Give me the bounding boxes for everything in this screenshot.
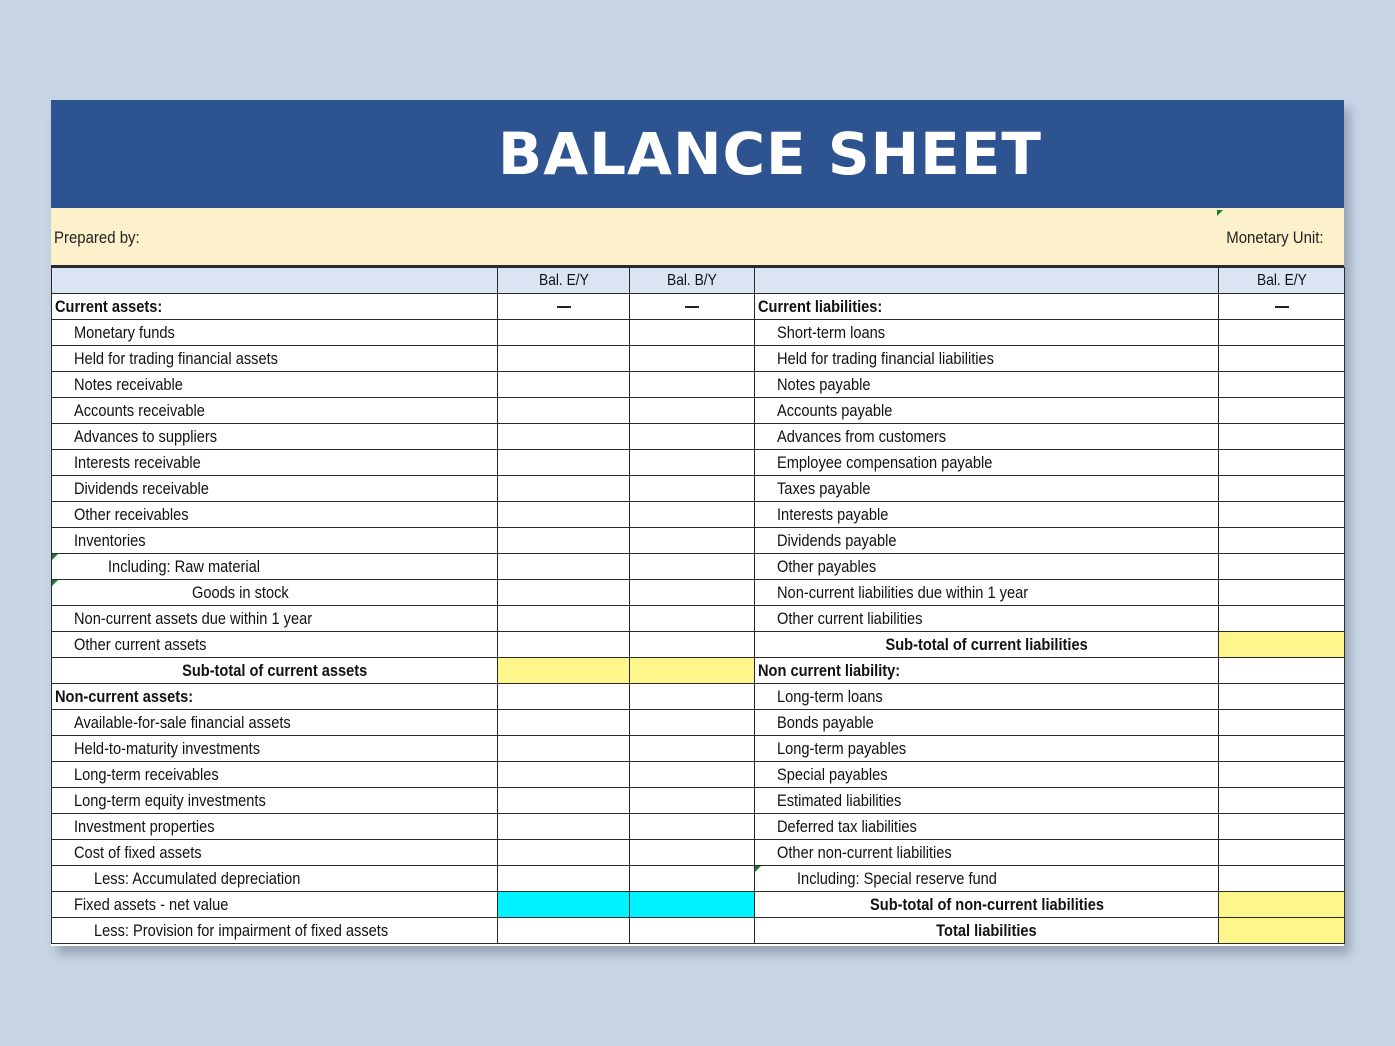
table-row bbox=[52, 736, 1345, 762]
liability-label[interactable]: Non-current liabilities due within 1 year bbox=[755, 580, 1219, 606]
value-cell[interactable] bbox=[1219, 554, 1345, 580]
asset-label[interactable]: Available-for-sale financial assets bbox=[52, 710, 498, 736]
table-row bbox=[52, 788, 1345, 814]
value-cell[interactable] bbox=[1219, 658, 1345, 684]
liability-label[interactable]: Accounts payable bbox=[755, 398, 1219, 424]
cell-comment-marker bbox=[52, 554, 58, 560]
liability-label[interactable]: Dividends payable bbox=[755, 528, 1219, 554]
value-cell[interactable] bbox=[498, 554, 630, 580]
table-row bbox=[52, 580, 1345, 606]
page-title: BALANCE SHEET bbox=[498, 120, 1042, 188]
section-label-non-current-liability[interactable]: Non current liability: bbox=[755, 658, 1219, 684]
value-cell[interactable] bbox=[1219, 450, 1345, 476]
liability-label[interactable]: Interests payable bbox=[755, 502, 1219, 528]
header-blank-left[interactable] bbox=[52, 268, 498, 294]
table-row bbox=[52, 710, 1345, 736]
value-cell[interactable] bbox=[498, 580, 630, 606]
value-cell[interactable] bbox=[498, 450, 630, 476]
value-cell[interactable] bbox=[1219, 320, 1345, 346]
table-row bbox=[52, 450, 1345, 476]
liability-label[interactable]: Advances from customers bbox=[755, 424, 1219, 450]
asset-label[interactable]: Inventories bbox=[52, 528, 498, 554]
table-row bbox=[52, 320, 1345, 346]
dash-mark bbox=[1275, 306, 1289, 308]
value-cell[interactable] bbox=[1219, 710, 1345, 736]
value-cell[interactable] bbox=[1219, 762, 1345, 788]
asset-label[interactable]: Interests receivable bbox=[52, 450, 498, 476]
value-cell[interactable] bbox=[630, 788, 755, 814]
value-cell[interactable] bbox=[630, 476, 755, 502]
value-cell[interactable] bbox=[498, 710, 630, 736]
value-cell[interactable] bbox=[630, 814, 755, 840]
value-cell[interactable] bbox=[1219, 502, 1345, 528]
balance-table bbox=[51, 267, 1345, 944]
asset-label[interactable]: Advances to suppliers bbox=[52, 424, 498, 450]
value-cell[interactable] bbox=[1219, 528, 1345, 554]
value-cell[interactable] bbox=[1219, 346, 1345, 372]
value-cell[interactable] bbox=[1219, 372, 1345, 398]
table-row bbox=[52, 632, 1345, 658]
header-blank-right[interactable] bbox=[755, 268, 1219, 294]
value-cell[interactable] bbox=[630, 502, 755, 528]
prepared-by-label: Prepared by: bbox=[54, 228, 140, 247]
dash-mark bbox=[685, 306, 699, 308]
subtotal-cell[interactable] bbox=[1219, 892, 1345, 918]
value-cell[interactable] bbox=[1219, 840, 1345, 866]
value-cell[interactable] bbox=[630, 684, 755, 710]
cell-comment-marker bbox=[755, 866, 761, 872]
liability-label[interactable]: Long-term loans bbox=[755, 684, 1219, 710]
asset-label[interactable]: Non-current assets due within 1 year bbox=[52, 606, 498, 632]
table-row bbox=[52, 528, 1345, 554]
asset-label[interactable]: Held-to-maturity investments bbox=[52, 736, 498, 762]
table-row bbox=[52, 502, 1345, 528]
cell-comment-marker bbox=[1217, 210, 1223, 216]
header-bal-ey-left[interactable]: Bal. E/Y bbox=[498, 268, 630, 294]
value-cell[interactable] bbox=[498, 814, 630, 840]
value-cell[interactable] bbox=[498, 424, 630, 450]
header-bal-by-left[interactable]: Bal. B/Y bbox=[630, 268, 755, 294]
value-cell[interactable] bbox=[498, 866, 630, 892]
liability-label[interactable]: Deferred tax liabilities bbox=[755, 814, 1219, 840]
asset-label[interactable]: Dividends receivable bbox=[52, 476, 498, 502]
asset-label[interactable]: Investment properties bbox=[52, 814, 498, 840]
total-liabilities-label[interactable]: Total liabilities bbox=[755, 918, 1219, 944]
section-label-current-liabilities[interactable]: Current liabilities: bbox=[755, 294, 1219, 320]
net-value-cell[interactable] bbox=[630, 892, 755, 918]
value-cell[interactable] bbox=[1219, 294, 1345, 320]
value-cell[interactable] bbox=[630, 398, 755, 424]
subtotal-cell[interactable] bbox=[498, 658, 630, 684]
value-cell[interactable] bbox=[1219, 424, 1345, 450]
subtotal-current-assets-label[interactable]: Sub-total of current assets bbox=[52, 658, 498, 684]
table-row bbox=[52, 554, 1345, 580]
section-label-non-current-assets[interactable]: Non-current assets: bbox=[52, 684, 498, 710]
table-row bbox=[52, 372, 1345, 398]
table-row bbox=[52, 762, 1345, 788]
asset-label[interactable]: Notes receivable bbox=[52, 372, 498, 398]
net-value-cell[interactable] bbox=[498, 892, 630, 918]
table-row bbox=[52, 814, 1345, 840]
liability-label[interactable]: Notes payable bbox=[755, 372, 1219, 398]
value-cell[interactable] bbox=[630, 710, 755, 736]
subtotal-cell[interactable] bbox=[630, 658, 755, 684]
value-cell[interactable] bbox=[1219, 580, 1345, 606]
asset-label[interactable]: Less: Accumulated depreciation bbox=[52, 866, 498, 892]
liability-label[interactable]: Special payables bbox=[755, 762, 1219, 788]
value-cell[interactable] bbox=[630, 606, 755, 632]
value-cell[interactable] bbox=[630, 372, 755, 398]
table-row bbox=[52, 476, 1345, 502]
value-cell[interactable] bbox=[1219, 814, 1345, 840]
dash-mark bbox=[557, 306, 571, 308]
liability-label[interactable]: Other non-current liabilities bbox=[755, 840, 1219, 866]
section-label-current-assets[interactable]: Current assets: bbox=[52, 294, 498, 320]
header-bal-ey-right[interactable]: Bal. E/Y bbox=[1219, 268, 1345, 294]
value-cell[interactable] bbox=[630, 424, 755, 450]
value-cell[interactable] bbox=[1219, 866, 1345, 892]
table-row bbox=[52, 918, 1345, 944]
table-row bbox=[52, 840, 1345, 866]
table-row bbox=[52, 294, 1345, 320]
liability-label[interactable]: Other payables bbox=[755, 554, 1219, 580]
value-cell[interactable] bbox=[1219, 684, 1345, 710]
liability-label[interactable]: Other current liabilities bbox=[755, 606, 1219, 632]
value-cell[interactable] bbox=[630, 294, 755, 320]
value-cell[interactable] bbox=[1219, 398, 1345, 424]
total-cell[interactable] bbox=[1219, 918, 1345, 944]
value-cell[interactable] bbox=[630, 736, 755, 762]
subtotal-current-liabilities-label[interactable]: Sub-total of current liabilities bbox=[755, 632, 1219, 658]
liability-label[interactable]: Held for trading financial liabilities bbox=[755, 346, 1219, 372]
asset-label[interactable]: Accounts receivable bbox=[52, 398, 498, 424]
subtotal-cell[interactable] bbox=[1219, 632, 1345, 658]
table-row bbox=[52, 398, 1345, 424]
monetary-unit-label: Monetary Unit: bbox=[1226, 228, 1324, 247]
value-cell[interactable] bbox=[1219, 606, 1345, 632]
value-cell[interactable] bbox=[498, 372, 630, 398]
table-row bbox=[52, 866, 1345, 892]
table-row bbox=[52, 892, 1345, 918]
liability-label[interactable]: Employee compensation payable bbox=[755, 450, 1219, 476]
asset-label[interactable]: Other receivables bbox=[52, 502, 498, 528]
asset-label[interactable]: Less: Provision for impairment of fixed assets bbox=[52, 918, 498, 944]
value-cell[interactable] bbox=[498, 606, 630, 632]
value-cell[interactable] bbox=[498, 346, 630, 372]
liability-label[interactable]: Long-term payables bbox=[755, 736, 1219, 762]
value-cell[interactable] bbox=[498, 320, 630, 346]
table-row bbox=[52, 684, 1345, 710]
value-cell[interactable] bbox=[498, 398, 630, 424]
value-cell[interactable] bbox=[630, 554, 755, 580]
asset-label[interactable]: Including: Raw material bbox=[52, 554, 498, 580]
asset-label[interactable]: Other current assets bbox=[52, 632, 498, 658]
asset-label[interactable]: Monetary funds bbox=[52, 320, 498, 346]
value-cell[interactable] bbox=[498, 684, 630, 710]
title-bar bbox=[51, 100, 1344, 208]
asset-label[interactable]: Held for trading financial assets bbox=[52, 346, 498, 372]
value-cell[interactable] bbox=[498, 502, 630, 528]
liability-label[interactable]: Including: Special reserve fund bbox=[755, 866, 1219, 892]
asset-label[interactable]: Fixed assets - net value bbox=[52, 892, 498, 918]
table-row bbox=[52, 658, 1345, 684]
value-cell[interactable] bbox=[498, 762, 630, 788]
value-cell[interactable] bbox=[498, 788, 630, 814]
info-bar bbox=[51, 208, 1344, 267]
value-cell[interactable] bbox=[1219, 736, 1345, 762]
liability-label[interactable]: Taxes payable bbox=[755, 476, 1219, 502]
value-cell[interactable] bbox=[630, 918, 755, 944]
asset-label[interactable]: Goods in stock bbox=[52, 580, 498, 606]
liability-label[interactable]: Bonds payable bbox=[755, 710, 1219, 736]
value-cell[interactable] bbox=[1219, 788, 1345, 814]
subtotal-non-current-liabilities-label[interactable]: Sub-total of non-current liabilities bbox=[755, 892, 1219, 918]
value-cell[interactable] bbox=[630, 840, 755, 866]
value-cell[interactable] bbox=[630, 632, 755, 658]
asset-label[interactable]: Cost of fixed assets bbox=[52, 840, 498, 866]
value-cell[interactable] bbox=[498, 918, 630, 944]
value-cell[interactable] bbox=[498, 632, 630, 658]
value-cell[interactable] bbox=[498, 840, 630, 866]
value-cell[interactable] bbox=[1219, 476, 1345, 502]
value-cell[interactable] bbox=[498, 476, 630, 502]
value-cell[interactable] bbox=[630, 346, 755, 372]
table-row bbox=[52, 346, 1345, 372]
value-cell[interactable] bbox=[498, 528, 630, 554]
liability-label[interactable]: Estimated liabilities bbox=[755, 788, 1219, 814]
value-cell[interactable] bbox=[630, 528, 755, 554]
header-row bbox=[52, 268, 1345, 294]
cell-comment-marker bbox=[52, 580, 58, 586]
value-cell[interactable] bbox=[498, 294, 630, 320]
value-cell[interactable] bbox=[630, 320, 755, 346]
value-cell[interactable] bbox=[630, 580, 755, 606]
liability-label[interactable]: Short-term loans bbox=[755, 320, 1219, 346]
value-cell[interactable] bbox=[498, 736, 630, 762]
asset-label[interactable]: Long-term receivables bbox=[52, 762, 498, 788]
table-row bbox=[52, 606, 1345, 632]
value-cell[interactable] bbox=[630, 762, 755, 788]
value-cell[interactable] bbox=[630, 866, 755, 892]
asset-label[interactable]: Long-term equity investments bbox=[52, 788, 498, 814]
table-row bbox=[52, 424, 1345, 450]
value-cell[interactable] bbox=[630, 450, 755, 476]
balance-sheet bbox=[51, 100, 1344, 946]
